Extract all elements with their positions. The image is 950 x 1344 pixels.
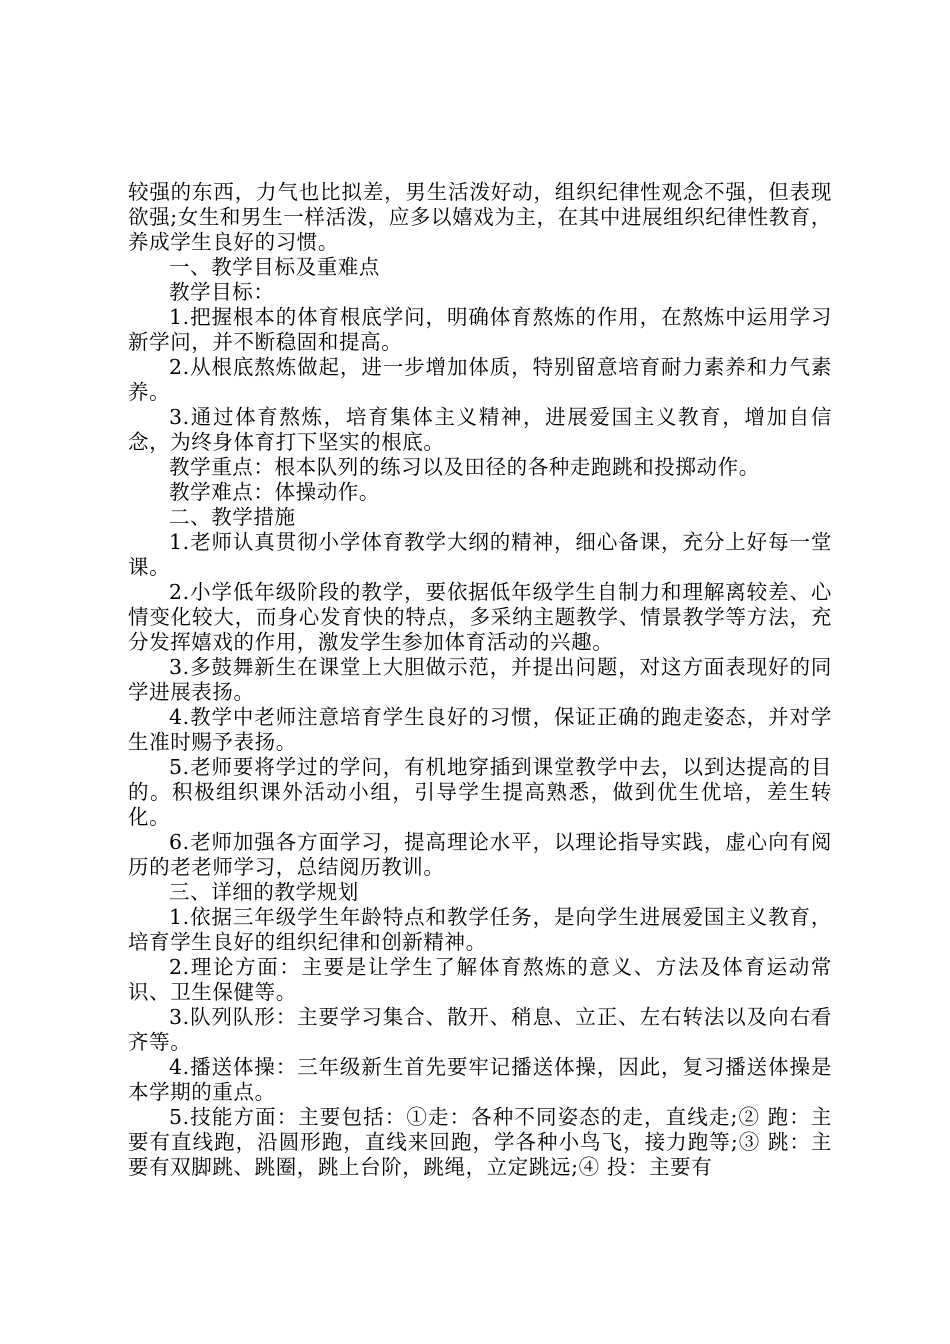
- list-item: 3.多鼓舞新生在课堂上大胆做示范，并提出问题，对这方面表现好的同学进展表扬。: [128, 655, 832, 704]
- list-item: 1.把握根本的体育根底学问，明确体育熬炼的作用，在熬炼中运用学习新学问，并不断稳固和提高。: [128, 305, 832, 354]
- section-heading-goals: 一、教学目标及重难点: [169, 255, 380, 279]
- teaching-key-points: 教学重点：根本队列的练习以及田径的各种走跑跳和投掷动作。: [169, 455, 760, 479]
- list-item: 4.教学中老师注意培育学生良好的习惯，保证正确的跑走姿态，并对学生准时赐予表扬。: [128, 705, 832, 754]
- list-item: 2.理论方面：主要是让学生了解体育熬炼的意义、方法及体育运动常识、卫生保健等。: [128, 955, 832, 1004]
- list-item: 6.老师加强各方面学习，提高理论水平，以理论指导实践，虚心向有阅历的老老师学习，总结阅历教训。: [128, 830, 832, 879]
- paragraph-intro: 较强的东西，力气也比拟差，男生活泼好动，组织纪律性观念不强，但表现欲强;女生和男生一样活泼，应多以嬉戏为主，在其中进展组织纪律性教育，养成学生良好的习惯。: [128, 180, 832, 254]
- list-item: 4.播送体操：三年级新生首先要牢记播送体操，因此，复习播送体操是本学期的重点。: [128, 1055, 832, 1104]
- list-item: 3.队列队形：主要学习集合、散开、稍息、立正、左右转法以及向右看齐等。: [128, 1005, 832, 1054]
- list-item: 2.小学低年级阶段的教学，要依据低年级学生自制力和理解离较差、心情变化较大，而身心发育快的特点，多采纳主题教学、情景教学等方法，充分发挥嬉戏的作用，激发学生参加体育活动的兴趣。: [128, 580, 832, 654]
- section-heading-measures: 二、教学措施: [169, 505, 296, 529]
- document-body: [128, 180, 832, 1180]
- list-item: 5.技能方面：主要包括：①走：各种不同姿态的走，直线走;② 跑：主要有直线跑，沿圆形跑，直线来回跑，学各种小鸟飞，接力跑等;③ 跳：主要有双脚跳、跳圈，跳上台阶，跳绳，立定跳远;④ 投：主要有: [128, 1105, 832, 1179]
- list-item: 2.从根底熬炼做起，进一步增加体质，特别留意培育耐力素养和力气素养。: [128, 355, 832, 404]
- teaching-difficulties: 教学难点：体操动作。: [169, 480, 380, 504]
- list-item: 5.老师要将学过的学问，有机地穿插到课堂教学中去，以到达提高的目的。积极组织课外活动小组，引导学生提高熟悉，做到优生优培，差生转化。: [128, 755, 832, 829]
- list-item: 1.老师认真贯彻小学体育教学大纲的精神，细心备课，充分上好每一堂课。: [128, 530, 832, 579]
- list-item: 1.依据三年级学生年龄特点和教学任务，是向学生进展爱国主义教育，培育学生良好的组织纪律和创新精神。: [128, 905, 832, 954]
- subheading-teaching-goals: 教学目标：: [169, 280, 275, 304]
- section-heading-plan: 三、详细的教学规划: [169, 880, 359, 904]
- list-item: 3.通过体育熬炼，培育集体主义精神，进展爱国主义教育，增加自信念，为终身体育打下坚实的根底。: [128, 405, 832, 454]
